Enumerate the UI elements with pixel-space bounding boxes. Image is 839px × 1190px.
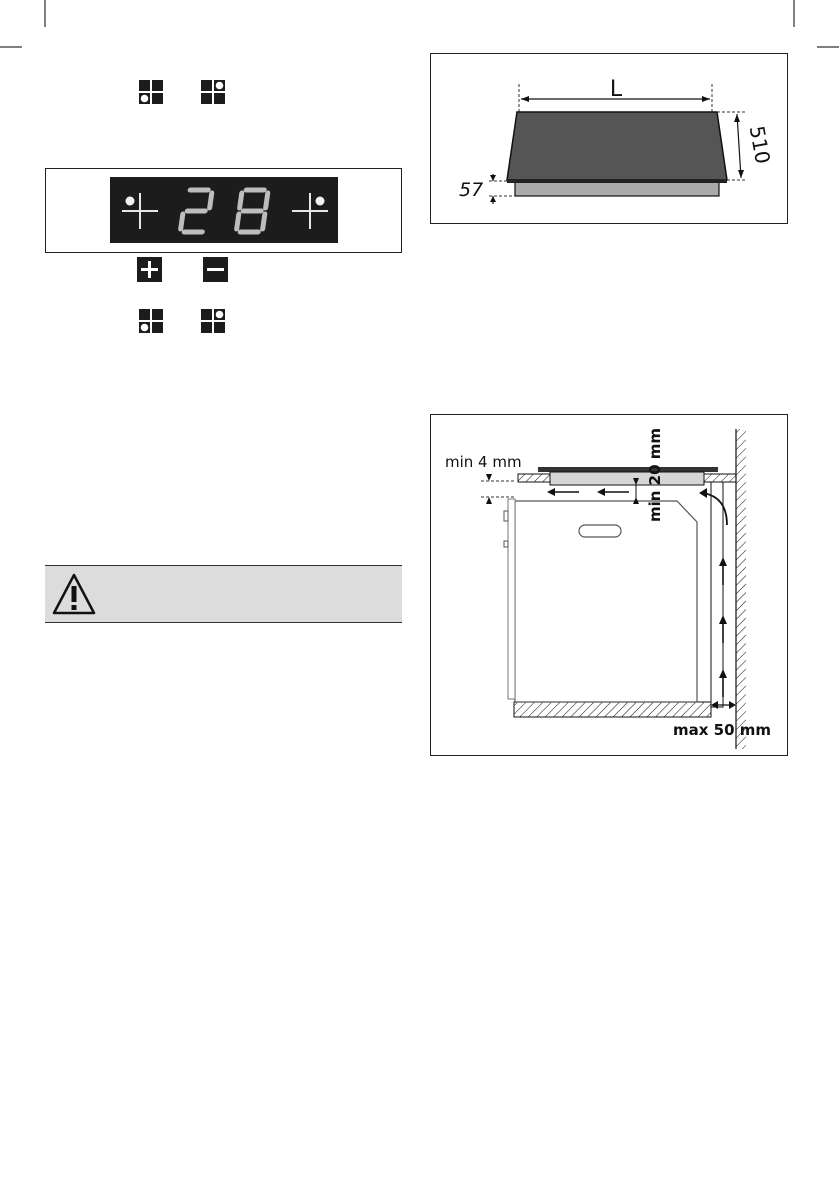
- installation-drawing: [431, 415, 787, 755]
- digit-2-segments: [180, 190, 212, 232]
- warning-icon: [51, 572, 97, 616]
- depth-label: 510: [744, 123, 776, 166]
- max-distance-label: max 50 mm: [673, 721, 772, 739]
- plus-icon: [137, 257, 162, 282]
- min-clearance-label: min 20 mm: [646, 427, 664, 523]
- hob-dimensions-figure: [430, 53, 788, 224]
- display-indicators: [110, 177, 338, 243]
- plus-key[interactable]: [137, 257, 162, 282]
- warning-box: [45, 565, 402, 623]
- crop-marks: [0, 0, 839, 60]
- length-label: L: [609, 77, 623, 102]
- quad-dot-top-right-icon: [201, 80, 225, 104]
- min-gap-label: min 4 mm: [445, 453, 522, 471]
- minus-icon: [203, 257, 228, 282]
- quad-dot-top-right-icon: [201, 309, 225, 333]
- control-display-frame: [45, 168, 402, 253]
- digit-8-segments: [236, 190, 268, 232]
- quad-dot-bottom-left-icon: [139, 80, 163, 104]
- height-label: 57: [459, 179, 484, 201]
- minus-key[interactable]: [203, 257, 228, 282]
- hob-dimensions-drawing: [431, 54, 787, 223]
- quad-dot-bottom-left-icon: [139, 309, 163, 333]
- control-display: [110, 177, 338, 243]
- installation-figure: [430, 414, 788, 756]
